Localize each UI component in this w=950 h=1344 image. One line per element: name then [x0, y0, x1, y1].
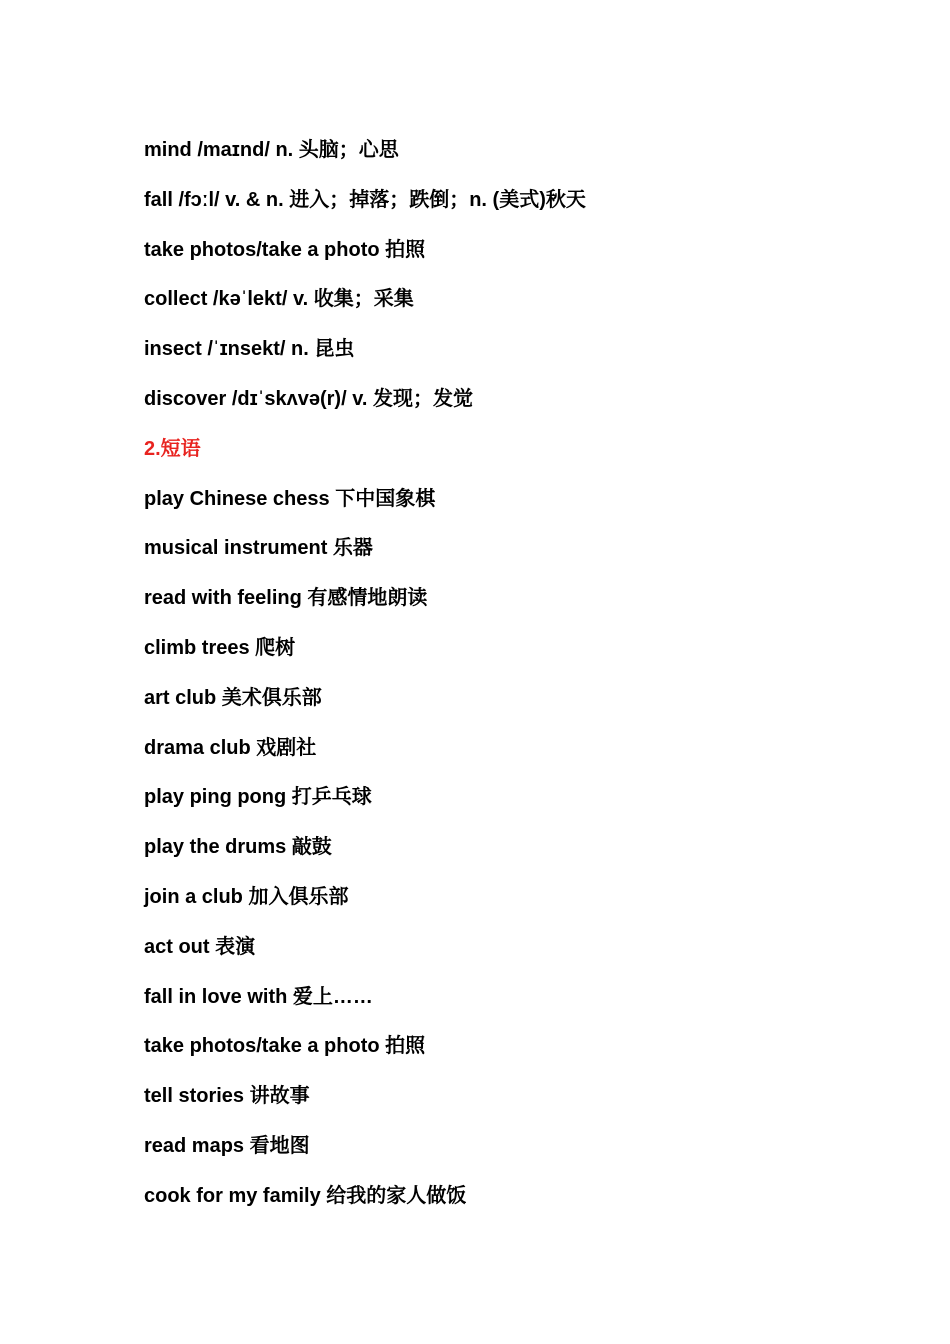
- phrase-line: musical instrument 乐器: [144, 537, 373, 560]
- vocab-line: fall /fɔːl/ v. & n. 进入；掉落；跌倒；n. (美式)秋天: [144, 188, 586, 211]
- phrase-line: play the drums 敲鼓: [144, 836, 332, 859]
- phrase-line: read maps 看地图: [144, 1134, 310, 1157]
- vocab-line: mind /maɪnd/ n. 头脑；心思: [144, 139, 399, 161]
- vocab-line: discover /dɪˈskʌvə(r)/ v. 发现；发觉: [144, 387, 473, 410]
- phrase-line: join a club 加入俱乐部: [144, 885, 349, 908]
- phrase-line: take photos/take a photo 拍照: [144, 1035, 426, 1058]
- phrase-line: fall in love with 爱上……: [144, 985, 373, 1008]
- vocab-line: take photos/take a photo 拍照: [144, 238, 426, 261]
- phrase-line: climb trees 爬树: [144, 636, 296, 659]
- document-content: [144, 134, 864, 1230]
- phrase-line: read with feeling 有感情地朗读: [144, 587, 428, 610]
- phrase-line: drama club 戏剧社: [144, 736, 317, 759]
- phrase-line: play ping pong 打乒乓球: [144, 786, 372, 809]
- phrase-line: cook for my family 给我的家人做饭: [144, 1184, 467, 1207]
- phrase-line: tell stories 讲故事: [144, 1085, 310, 1108]
- phrases-heading: 2.短语: [144, 437, 201, 460]
- vocab-line: insect /ˈɪnsekt/ n. 昆虫: [144, 338, 355, 361]
- phrase-line: play Chinese chess 下中国象棋: [144, 487, 436, 510]
- phrase-line: act out 表演: [144, 935, 256, 958]
- phrase-line: art club 美术俱乐部: [144, 686, 322, 709]
- vocab-line: collect /kəˈlekt/ v. 收集；采集: [144, 288, 414, 311]
